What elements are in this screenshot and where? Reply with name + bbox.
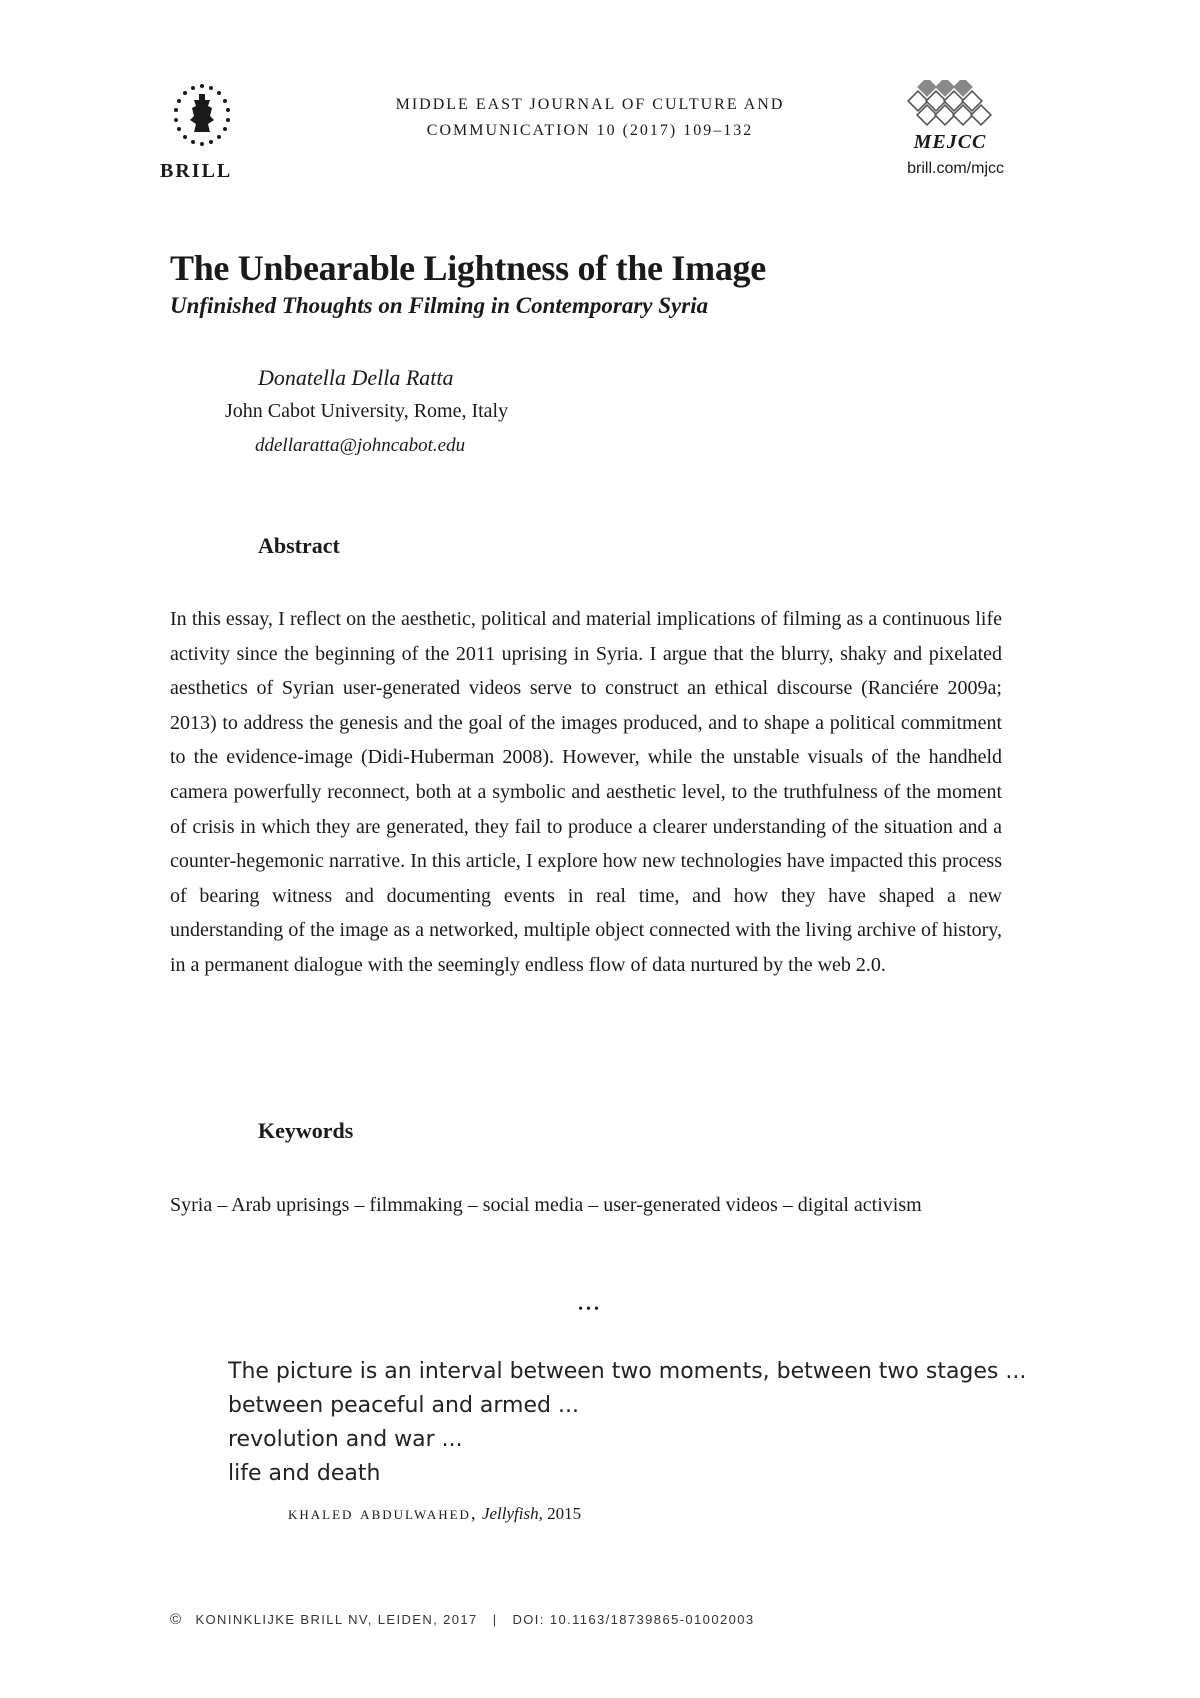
- epigraph-line: between peaceful and armed ...: [228, 1393, 579, 1418]
- attribution-work: Jellyfish,: [481, 1504, 543, 1523]
- article-title: The Unbearable Lightness of the Image: [170, 248, 766, 288]
- journal-title-line-2: COMMUNICATION 10 (2017) 109–132: [426, 122, 754, 139]
- page-footer: [170, 1611, 1030, 1628]
- epigraph-attribution: [288, 1503, 581, 1525]
- journal-abbreviation: MEJCC: [913, 131, 987, 153]
- attribution-year: 2015: [547, 1504, 582, 1523]
- abstract-text: In this essay, I reflect on the aesthetic, political and material implications of filming as a continuous life activity since the beginning of the 2011 uprising in Syria. I argue that the blurry, shaky and pixelated aesthetics of Syrian user-generated videos serve to construct an ethical discourse (Ranciére 2009a; 2013) to address the genesis and the goal of the images produced, and to shape a political commitment to the evidence-image (Didi-Huberman 2008). However, while the unstable visuals of the handheld camera powerfully reconnect, both at a symbolic and aesthetic level, to the truthfulness of the moment of crisis in which they are generated, they fail to produce a clearer understanding of the situation and a counter-hegemonic narrative. In this article, I explore how new technologies have impacted this process of bearing witness and documenting events in real time, and how they have shaped a new understanding of the image as a networked, multiple object connected with the living archive of history, in a permanent dialogue with the seemingly endless flow of data nurtured by the web 2.0.: [170, 608, 1002, 976]
- copyright-icon: ©: [170, 1611, 183, 1628]
- publisher-name: BRILL: [160, 160, 233, 182]
- author-affiliation: John Cabot University, Rome, Italy: [225, 400, 509, 422]
- article-subtitle: Unfinished Thoughts on Filming in Contemporary Syria: [170, 293, 709, 318]
- section-ornament: •••: [578, 1302, 602, 1317]
- brill-logo-icon: [164, 78, 240, 154]
- mejcc-logo-icon: [905, 80, 997, 136]
- keywords-heading: Keywords: [258, 1118, 354, 1143]
- keywords-text: Syria – Arab uprisings – filmmaking – social media – user-generated videos – digital activism: [170, 1194, 922, 1216]
- epigraph-line: life and death: [228, 1461, 381, 1486]
- footer-separator: |: [492, 1612, 498, 1627]
- epigraph-line: The picture is an interval between two moments, between two stages ...: [228, 1359, 1027, 1384]
- abstract-heading: Abstract: [258, 533, 340, 558]
- footer-doi[interactable]: DOI: 10.1163/18739865-01002003: [512, 1612, 755, 1627]
- epigraph: [228, 1355, 1028, 1491]
- author-email[interactable]: ddellaratta@johncabot.edu: [255, 435, 466, 456]
- author-name: Donatella Della Ratta: [258, 365, 454, 390]
- journal-url[interactable]: brill.com/mjcc: [907, 160, 1004, 177]
- journal-title-line-1: MIDDLE EAST JOURNAL OF CULTURE AND: [395, 96, 785, 113]
- journal-header: [330, 92, 850, 144]
- footer-publisher: KONINKLIJKE BRILL NV, LEIDEN, 2017: [195, 1612, 478, 1627]
- attribution-author: khaled abdulwahed,: [288, 1503, 478, 1524]
- epigraph-line: revolution and war ...: [228, 1427, 463, 1452]
